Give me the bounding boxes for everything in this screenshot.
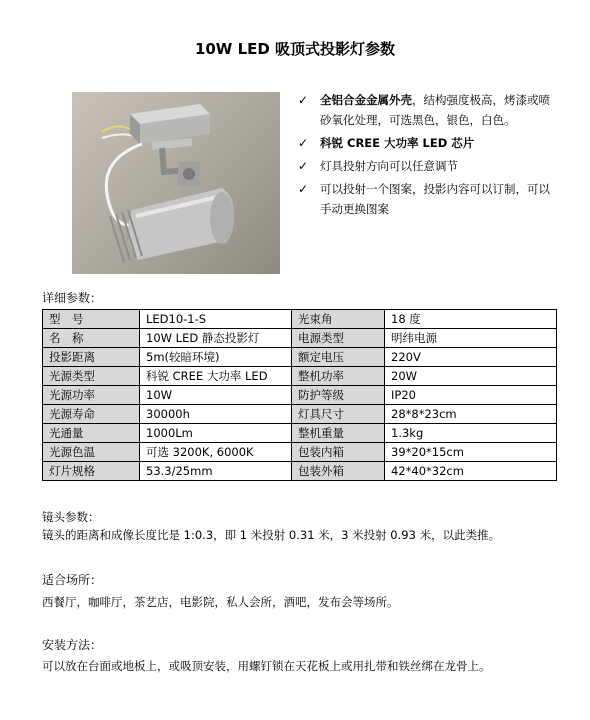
- install-heading: 安装方法：: [42, 638, 103, 652]
- checkmark-icon: ✓: [298, 93, 309, 107]
- table-row: 投影距离 5m(较暗环境) 额定电压 220V: [43, 348, 557, 367]
- feature-item: ✓ 可以投射一个图案，投影内容可以订制，可以手动更换图案: [296, 179, 556, 219]
- checkmark-icon: ✓: [298, 182, 309, 196]
- feature-item: ✓ 全铝合金金属外壳，结构强度极高，烤漆或喷砂氧化处理，可选黑色，银色，白色。: [296, 90, 556, 130]
- venue-heading: 适合场所：: [42, 573, 103, 587]
- install-text: 可以放在台面或地板上，或吸顶安装，用螺钉锁在天花板上或用扎带和铁丝绑在龙骨上。: [42, 659, 491, 673]
- table-row: 光通量 1000Lm 整机重量 1.3kg: [43, 424, 557, 443]
- spec-table: [42, 309, 557, 481]
- feature-item: ✓ 灯具投射方向可以任意调节: [296, 156, 556, 176]
- table-row: 光源功率 10W 防护等级 IP20: [43, 386, 557, 405]
- projector-lamp-image: [72, 92, 280, 274]
- lens-text: 镜头的距离和成像长度比是 1:0.3，即 1 米投射 0.31 米，3 米投射 0.93 米，以此类推。: [42, 528, 501, 542]
- checkmark-icon: ✓: [298, 159, 309, 173]
- table-row: 光源寿命 30000h 灯具尺寸 28*8*23cm: [43, 405, 557, 424]
- detail-heading: 详细参数：: [42, 291, 103, 305]
- checkmark-icon: ✓: [298, 136, 309, 150]
- table-row: 光源色温 可选 3200K, 6000K 包装内箱 39*20*15cm: [43, 443, 557, 462]
- feature-list: [296, 90, 556, 222]
- table-row: 光源类型 科锐 CREE 大功率 LED 整机功率 20W: [43, 367, 557, 386]
- product-photo: [72, 92, 280, 274]
- table-row: 灯片规格 53.3/25mm 包装外箱 42*40*32cm: [43, 462, 557, 481]
- venue-text: 西餐厅，咖啡厅，茶艺店，电影院，私人会所，酒吧，发布会等场所。: [42, 595, 399, 609]
- feature-item: ✓ 科锐 CREE 大功率 LED 芯片: [296, 133, 556, 153]
- table-row: 名 称 10W LED 静态投影灯 电源类型 明纬电源: [43, 329, 557, 348]
- table-row: 型 号 LED10-1-S 光束角 18 度: [43, 310, 557, 329]
- page-title: 10W LED 吸顶式投影灯参数: [194, 40, 396, 58]
- lens-heading: 镜头参数：: [42, 510, 100, 524]
